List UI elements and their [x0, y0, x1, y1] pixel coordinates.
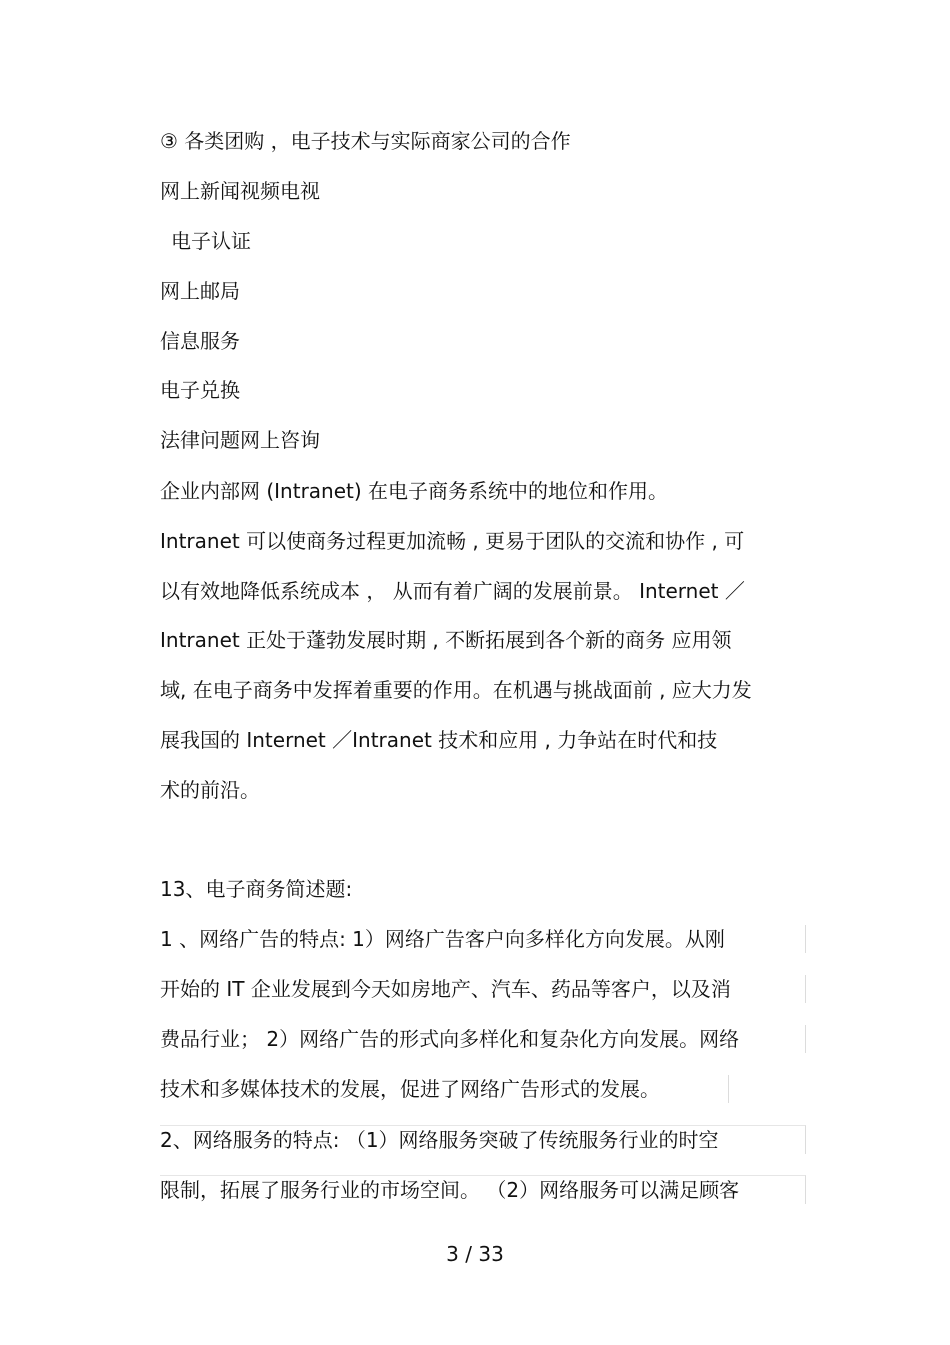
list-item-e-exchange: 电子兑换 — [160, 378, 240, 402]
list-item-group-buying: ③ 各类团购 ，电子技术与实际商家公司的合作 — [160, 129, 571, 153]
intranet-paragraph-line: 以有效地降低系统成本 ， 从而有着广阔的发展前景。 Internet ／ — [160, 579, 745, 603]
section-13-line: 费品行业； 2）网络广告的形式向多样化和复杂化方向发展。网络 — [160, 1025, 806, 1053]
page-number: 3 / 33 — [446, 1242, 504, 1266]
section-13-line: 2、网络服务的特点: （1）网络服务突破了传统服务行业的时空 — [160, 1125, 806, 1154]
intranet-paragraph-line: 域, 在电子商务中发挥着重要的作用。在机遇与挑战面前 , 应大力发 — [160, 678, 752, 702]
section-13-line: 技术和多媒体技术的发展，促进了网络广告形式的发展。 — [160, 1075, 729, 1103]
intranet-paragraph-line: 展我国的 Internet ／Intranet 技术和应用 , 力争站在时代和技 — [160, 728, 718, 752]
intranet-paragraph-line: 术的前沿。 — [160, 778, 260, 802]
intranet-paragraph-line: Intranet 可以使商务过程更加流畅 , 更易于团队的交流和协作 , 可 — [160, 529, 745, 553]
intranet-paragraph-line: Intranet 正处于蓬勃发展时期 , 不断拓展到各个新的商务 应用领 — [160, 628, 732, 652]
section-13-line: 开始的 IT 企业发展到今天如房地产、汽车、药品等客户，以及消 — [160, 975, 806, 1003]
list-item-info-service: 信息服务 — [160, 329, 240, 353]
section-13-title: 13、电子商务简述题: — [160, 877, 353, 901]
list-item-legal-consult: 法律问题网上咨询 — [160, 428, 320, 452]
list-item-online-post: 网上邮局 — [160, 279, 240, 303]
list-item-online-news: 网上新闻视频电视 — [160, 179, 320, 203]
section-13-line: 1 、网络广告的特点: 1）网络广告客户向多样化方向发展。从刚 — [160, 925, 806, 953]
section-13-line: 限制，拓展了服务行业的市场空间。 （2）网络服务可以满足顾客 — [160, 1175, 806, 1204]
list-item-e-certification: 电子认证 — [171, 229, 251, 253]
intranet-heading: 企业内部网 (Intranet) 在电子商务系统中的地位和作用。 — [160, 479, 669, 503]
